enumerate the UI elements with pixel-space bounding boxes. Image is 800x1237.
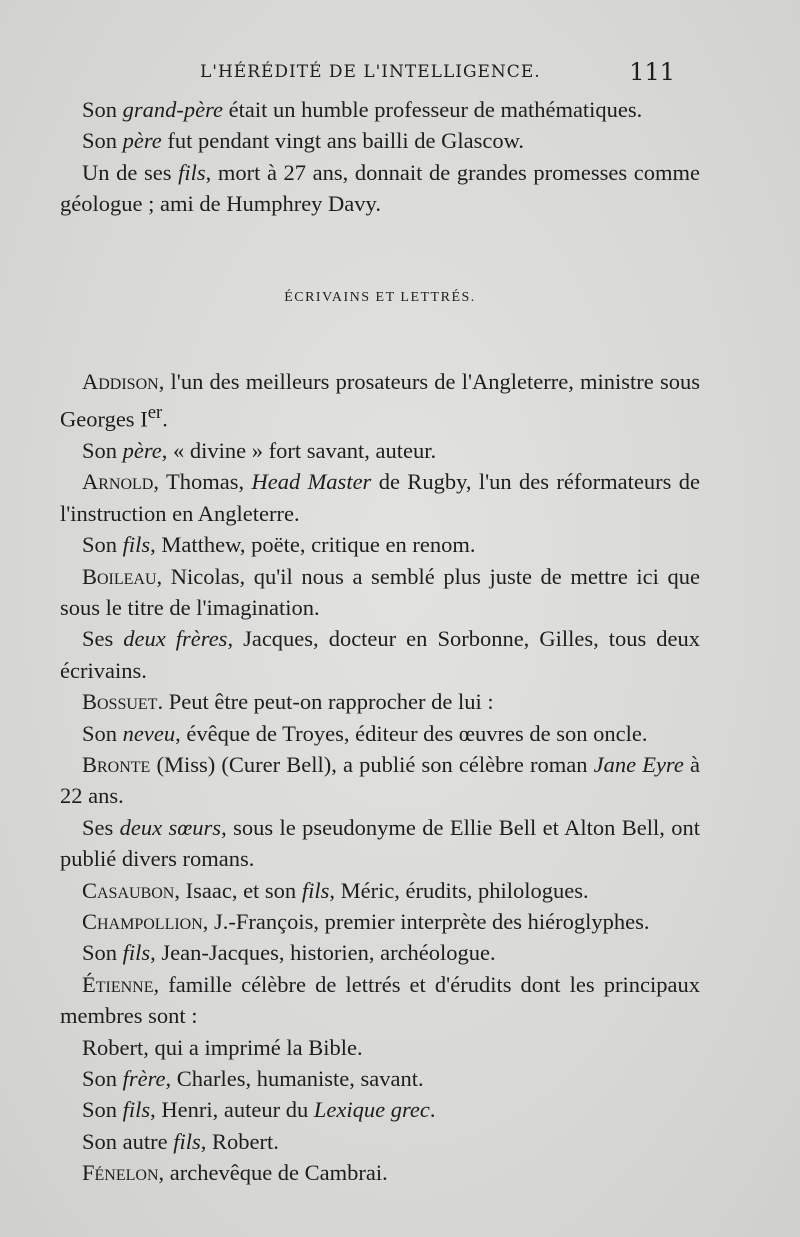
- entry-relative: Son neveu, évêque de Troyes, éditeur des œuvres de son oncle.: [82, 720, 648, 746]
- body-text: [60, 94, 700, 1189]
- paragraph: Son grand-père était un humble professeur de mathématiques.: [82, 97, 643, 122]
- entry-champollion: Champollion, J.-François, premier interprète des hiéroglyphes.: [82, 909, 650, 935]
- entry-fenelon: Fénelon, archevêque de Cambrai.: [82, 1160, 388, 1186]
- entry-relative: Son fils, Matthew, poëte, critique en renom.: [82, 532, 476, 558]
- running-title: L'HÉRÉDITÉ DE L'INTELLIGENCE.: [200, 62, 541, 82]
- running-header: [60, 58, 690, 92]
- entry-bossuet: Bossuet. Peut être peut-on rapprocher de lui :: [82, 689, 494, 715]
- page-number: 111: [629, 58, 675, 86]
- entry-bronte: Bronte (Miss) (Curer Bell), a publié son célèbre roman Jane Eyre à 22 ans.: [60, 752, 700, 809]
- entry-relative: Son frère, Charles, humaniste, savant.: [82, 1066, 424, 1092]
- paragraph: Son père fut pendant vingt ans bailli de Glascow.: [82, 128, 525, 154]
- paragraph: Un de ses fils, mort à 27 ans, donnait de grandes promesses comme géologue ; ami de Humphrey Davy.: [60, 159, 700, 217]
- entry-relative: Robert, qui a imprimé la Bible.: [82, 1034, 363, 1060]
- entry-relative: Son fils, Henri, auteur du Lexique grec.: [82, 1097, 436, 1123]
- entry-casaubon: Casaubon, Isaac, et son fils, Méric, érudits, philologues.: [82, 877, 589, 903]
- entry-relative: Ses deux sœurs, sous le pseudonyme de Ellie Bell et Alton Bell, ont publié divers romans.: [60, 814, 700, 872]
- entry-addison: Addison, l'un des meilleurs prosateurs de l'Angleterre, ministre sous Georges Ier.: [60, 368, 700, 432]
- entry-arnold: Arnold, Thomas, Head Master de Rugby, l'un des réformateurs de l'instruction en Angleterre.: [60, 469, 700, 526]
- entry-relative: Son fils, Jean-Jacques, historien, archéologue.: [82, 940, 496, 966]
- entry-relative: Son père, « divine » fort savant, auteur.: [82, 437, 437, 463]
- section-title: ÉCRIVAINS ET LETTRÉS.: [284, 289, 476, 305]
- entry-etienne: Étienne, famille célèbre de lettrés et d'érudits dont les principaux membres sont :: [60, 971, 700, 1029]
- entry-boileau: Boileau, Nicolas, qu'il nous a semblé plus juste de mettre ici que sous le titre de l'imagination.: [60, 563, 700, 620]
- entry-relative: Ses deux frères, Jacques, docteur en Sorbonne, Gilles, tous deux écrivains.: [60, 626, 700, 683]
- entry-relative: Son autre fils, Robert.: [82, 1128, 279, 1154]
